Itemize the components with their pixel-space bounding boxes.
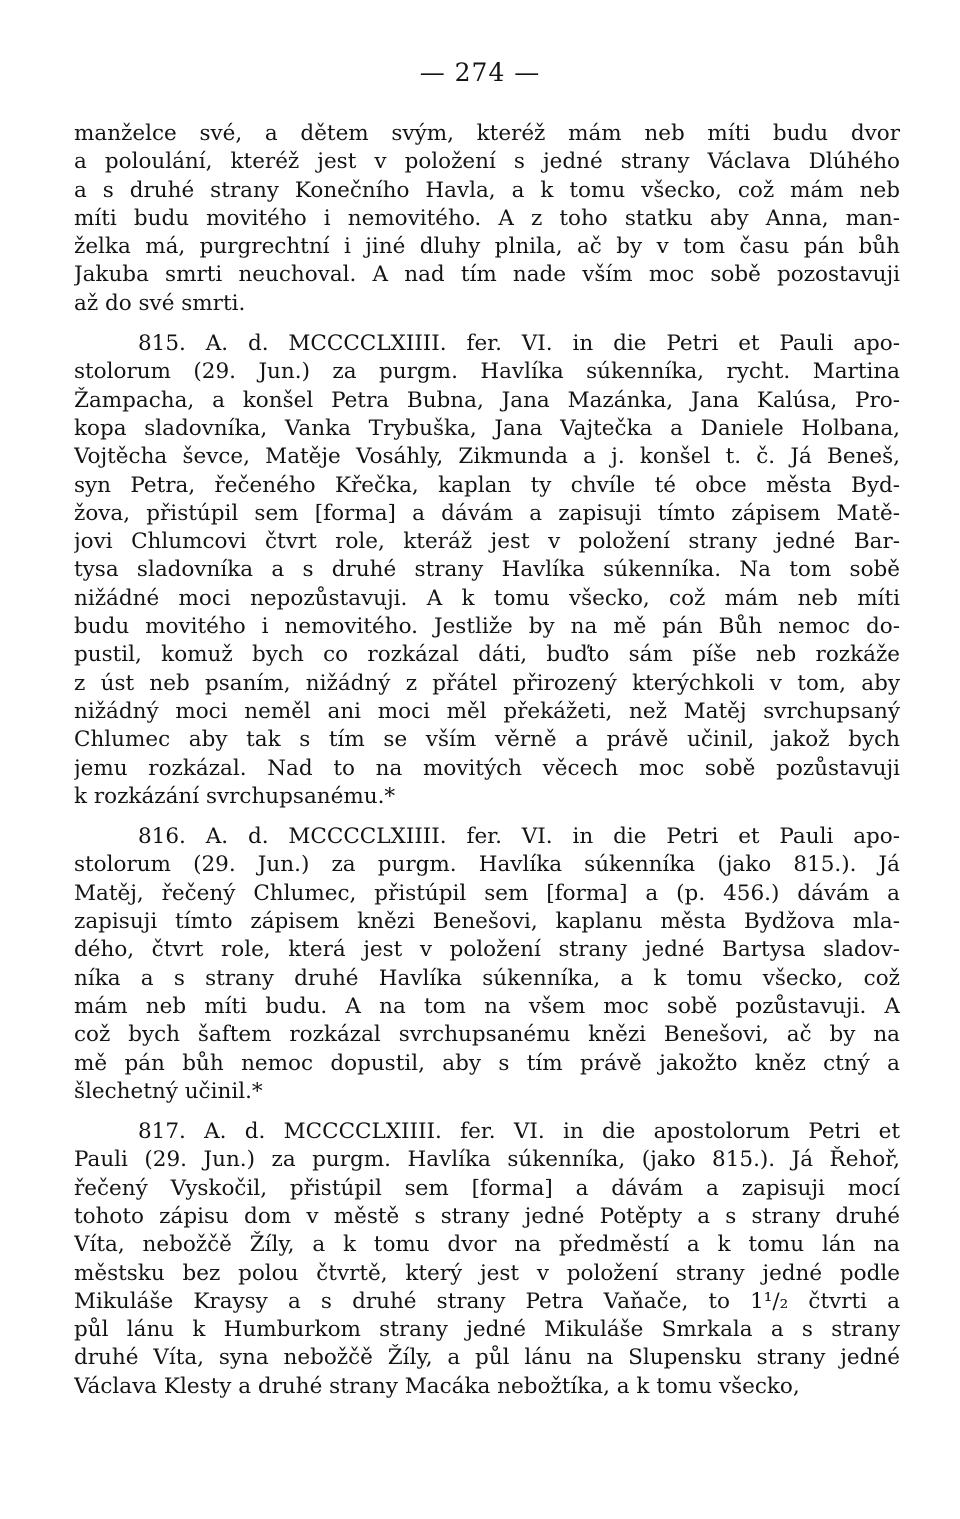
document-body	[74, 120, 900, 1401]
text-line: druhé Víta, syna nebožčě Žíly, a půl lánu na Slupensku strany jedné	[74, 1345, 900, 1371]
text-line: manželce své, a dětem svým, kteréž mám neb míti budu dvor	[74, 121, 900, 146]
text-line: šlechetný učinil.*	[74, 1078, 263, 1104]
text-line: jemu rozkázal. Nad to na movitých věcech moc sobě pozůstavuji	[74, 755, 900, 781]
text-line: budu movitého i nemovitého. Jestliže by na mě pán Bůh nemoc do-	[74, 614, 900, 640]
text-line: a poloulání, kteréž jest v položení s jedné strany Václava Dlúhého	[74, 149, 900, 175]
text-line: nižádný moci neměl ani moci měl překážeti, než Matěj svrchupsaný	[74, 698, 900, 724]
text-line: a s druhé strany Konečního Havla, a k tomu všecko, což mám neb	[74, 177, 900, 203]
text-line: k rozkázání svrchupsanému.*	[74, 783, 396, 809]
text-line: městsku bez polou čtvrtě, který jest v položení strany jedné podle	[74, 1260, 900, 1286]
text-line: kopa sladovníka, Vanka Trybuška, Jana Vajtečka a Daniele Holbana,	[74, 415, 900, 441]
paragraph-spacer	[74, 1106, 900, 1118]
text-line: Víta, nebožčě Žíly, a k tomu dvor na předměstí a k tomu lán na	[74, 1232, 900, 1258]
text-line: nižádné moci nepozůstavuji. A k tomu všecko, což mám neb míti	[74, 585, 900, 611]
text-line: což bych šaftem rozkázal svrchupsanému knězi Benešovi, ač by na	[74, 1022, 900, 1048]
text-line: 816. A. d. MCCCCLXIIII. fer. VI. in die Petri et Pauli apo-	[138, 824, 900, 850]
text-line: Jakuba smrti neuchoval. A nad tím nade vším moc sobě pozostavuji	[74, 262, 900, 288]
text-line: až do své smrti.	[74, 290, 246, 316]
text-line: 815. A. d. MCCCCLXIIII. fer. VI. in die Petri et Pauli apo-	[138, 331, 900, 357]
text-line: želka má, purgrechtní i jiné dluhy plnila, ač by v tom času pán bůh	[74, 234, 900, 260]
paragraph-entry	[74, 330, 900, 811]
text-line: mám neb míti budu. A na tom na všem moc sobě pozůstavuji. A	[74, 993, 900, 1019]
text-line: zapisuji tímto zápisem knězi Benešovi, kaplanu města Bydžova mla-	[74, 909, 900, 935]
text-line: syn Petra, řečeného Křečka, kaplan ty chvíle té obce města Byd-	[74, 472, 900, 498]
paragraph-spacer	[74, 318, 900, 330]
text-line: mě pán bůh nemoc dopustil, aby s tím právě jakožto kněz ctný a	[74, 1050, 900, 1076]
text-line: Václava Klesty a druhé strany Macáka nebožtíka, a k tomu všecko,	[74, 1373, 800, 1399]
paragraph-continuation	[74, 120, 900, 318]
text-line: níka a s strany druhé Havlíka súkenníka, a k tomu všecko, což	[74, 965, 900, 991]
text-line: míti budu movitého i nemovitého. A z toho statku aby Anna, man-	[74, 205, 900, 231]
text-line: tysa sladovníka a s druhé strany Havlíka súkenníka. Na tom sobě	[74, 557, 900, 583]
text-line: 817. A. d. MCCCCLXIIII. fer. VI. in die apostolorum Petri et	[138, 1119, 900, 1145]
paragraph-entry	[74, 1118, 900, 1401]
page-number: — 274 —	[419, 58, 541, 87]
text-line: z úst neb psaním, nižádný z přátel přirozený kterýchkoli v tom, aby	[74, 670, 900, 696]
text-line: tohoto zápisu dom v městě s strany jedné Potěpty a s strany druhé	[74, 1203, 900, 1229]
text-line: Žampacha, a konšel Petra Bubna, Jana Mazánka, Jana Kalúsa, Pro-	[74, 387, 900, 413]
paragraph-entry	[74, 823, 900, 1106]
text-line: dého, čtvrt role, která jest v položení strany jedné Bartysa sladov-	[74, 937, 900, 963]
text-line: Matěj, řečený Chlumec, přistúpil sem [forma] a (p. 456.) dávám a	[74, 880, 900, 906]
text-line: Pauli (29. Jun.) za purgm. Havlíka súkenníka, (jako 815.). Já Řehoř,	[74, 1147, 900, 1173]
text-line: Chlumec aby tak s tím se vším věrně a právě učinil, jakož bych	[74, 727, 900, 753]
text-line: stolorum (29. Jun.) za purgm. Havlíka súkenníka, rycht. Martina	[74, 359, 900, 385]
text-line: stolorum (29. Jun.) za purgm. Havlíka súkenníka (jako 815.). Já	[74, 852, 900, 878]
text-line: žova, přistúpil sem [forma] a dávám a zapisuji tímto zápisem Matě-	[74, 500, 900, 526]
text-line: jovi Chlumcovi čtvrt role, kteráž jest v položení strany jedné Bar-	[74, 529, 900, 555]
paragraph-spacer	[74, 811, 900, 823]
text-line: Mikuláše Kraysy a s druhé strany Petra Vaňače, to 1¹/₂ čtvrti a	[74, 1288, 900, 1314]
text-line: pustil, komuž bych co rozkázal dáti, buďto sám píše neb rozkáže	[74, 642, 900, 668]
text-line: Vojtěcha ševce, Matěje Vosáhly, Zikmunda a j. konšel t. č. Já Beneš,	[74, 444, 900, 470]
text-line: půl lánu k Humburkom strany jedné Mikuláše Smrkala a s strany	[74, 1317, 900, 1343]
text-line: řečený Vyskočil, přistúpil sem [forma] a dávám a zapisuji mocí	[74, 1175, 900, 1201]
